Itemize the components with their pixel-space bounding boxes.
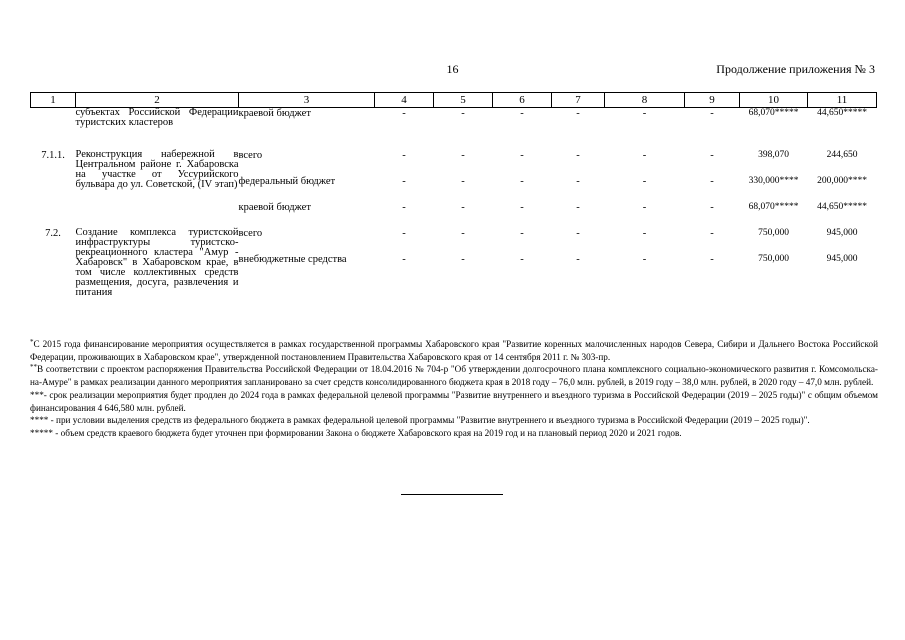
header-row (31, 93, 877, 108)
cell: - (520, 108, 524, 119)
cell: - (576, 150, 580, 161)
column-header: 4 (375, 93, 434, 108)
cell: - (402, 202, 406, 213)
footnote-text: ***- срок реализации мероприятия будет продлен до 2024 года в рамках федеральной целевой программы "Развитие внутреннего и въездного туризма в Российской Федерации (2019 – 2025 годы)" с общим объемом финансирования 4 646,580 млн. рублей. (30, 389, 878, 413)
cell: - (710, 228, 714, 239)
column-header: 8 (605, 93, 685, 108)
column-header: 10 (740, 93, 808, 108)
cell: - (461, 254, 465, 265)
cell: - (461, 176, 465, 187)
column-header: 2 (76, 93, 239, 108)
column-header: 9 (685, 93, 740, 108)
cell: - (461, 108, 465, 119)
cell: - (642, 202, 647, 213)
cell: - (710, 202, 714, 213)
continuation-label: Продолжение приложения № 3 (716, 62, 875, 76)
value-col11: 244,650 (826, 150, 858, 160)
row-number: 7.2. (45, 228, 61, 239)
value-col11: 44,650***** (817, 202, 867, 212)
cell: - (576, 202, 580, 213)
cell: - (520, 176, 524, 187)
budget-table (30, 92, 877, 324)
cell: - (402, 150, 406, 161)
cell: - (642, 254, 647, 265)
value-col11: 200,000**** (817, 176, 867, 186)
footnote-text: **** - при условии выделения средств из федерального бюджета в рамках федеральной целевой программы "Развитие внутреннего и въездного туризма в Российской Федерации (2019 – 2025 годы)". (30, 415, 810, 426)
cell: - (461, 228, 465, 239)
funding-source: краевой бюджет (238, 108, 311, 119)
funding-source: краевой бюджет (238, 202, 311, 213)
row-number: 7.1.1. (41, 150, 65, 161)
cell: - (576, 108, 580, 119)
cell: - (710, 254, 714, 265)
table-row (31, 108, 877, 151)
footnote (30, 363, 878, 388)
footnote-mark: * (30, 338, 34, 346)
column-header: 1 (31, 93, 76, 108)
column-header: 7 (552, 93, 605, 108)
footnote-text: С 2015 года финансирование мероприятия осуществляется в рамках государственной программы Хабаровского края "Развитие коренных малочисленных народов Севера, Сибири и Дальнего Востока Российской Федерации, проживающих в Хабаровском крае", утвержденной постановлением Правительства Хабаровского края от 14 сентября 2011 г. № 303-пр. (30, 339, 878, 362)
cell: - (710, 150, 714, 161)
cell: - (402, 228, 406, 239)
cell: - (576, 176, 580, 187)
cell: - (520, 150, 524, 161)
cell: - (520, 202, 524, 213)
footnote (30, 427, 878, 440)
value-col11: 945,000 (826, 254, 858, 264)
value-col10: 68,070***** (748, 108, 799, 118)
page-number: 16 (446, 62, 459, 76)
footnote (30, 414, 878, 427)
value-col11: 945,000 (826, 228, 858, 238)
cell: - (710, 108, 714, 119)
cell: - (642, 176, 647, 187)
row-name: Создание комплекса туристской инфраструктуры туристско-рекреационного кластера "Амур - Хабаровск" в Хабаровском крае, в том числе коллективных средств размещения, досуга, развлечения и питания (75, 227, 239, 298)
value-col10: 398,070 (758, 150, 789, 160)
cell: - (576, 228, 580, 239)
footnote-text: В соответствии с проектом распоряжения Правительства Российской Федерации от 18.04.2016 № 704-р "Об утверждении долгосрочного плана комплексного социально-экономического развития г. Комсомольска-на-Амуре" в рамках реализации данного мероприятия запланировано за счет средств консолидированного бюджета края в 2018 году – 76,0 млн. рублей, в 2019 году – 38,0 млн. рублей, в 2020 году – 47,0 млн. рублей. (30, 364, 878, 388)
cell: - (710, 176, 714, 187)
cell: - (402, 254, 406, 265)
value-col10: 750,000 (758, 254, 789, 264)
row-name: Реконструкция набережной в Центральном районе г. Хабаровска на участке от Уссурийского бульвара до ул. Советской, (IV этап) (75, 149, 239, 190)
footnote-text: ***** - объем средств краевого бюджета будет уточнен при формировании Закона о бюджете Хабаровского края на 2019 год и на плановый период 2020 и 2021 годов. (30, 427, 682, 438)
table-row (31, 150, 877, 176)
row-name: субъектах Российской Федерации туристских кластеров (75, 107, 239, 128)
column-header: 6 (493, 93, 552, 108)
cell: - (461, 202, 465, 213)
funding-source: федеральный бюджет (238, 176, 336, 187)
column-header: 3 (239, 93, 375, 108)
cell: - (461, 150, 465, 161)
funding-source: внебюджетные средства (238, 254, 347, 265)
funding-source: всего (238, 228, 263, 239)
footnote-mark: ** (30, 363, 37, 372)
table-row (31, 228, 877, 254)
cell: - (520, 254, 524, 265)
cell: - (642, 150, 647, 161)
value-col10: 750,000 (758, 228, 789, 238)
row-number (31, 108, 76, 151)
footnote (30, 389, 878, 414)
column-header: 11 (808, 93, 877, 108)
column-header: 5 (434, 93, 493, 108)
cell: - (402, 108, 406, 119)
value-col10: 68,070***** (748, 202, 799, 212)
end-rule (401, 494, 503, 495)
funding-source: всего (238, 150, 263, 161)
value-col11: 44,650***** (817, 108, 867, 118)
value-col10: 330,000**** (748, 176, 799, 186)
footnotes (30, 338, 878, 440)
cell: - (642, 228, 647, 239)
footnote (30, 338, 878, 363)
cell: - (642, 108, 647, 119)
cell: - (402, 176, 406, 187)
cell: - (576, 254, 580, 265)
cell: - (520, 228, 524, 239)
